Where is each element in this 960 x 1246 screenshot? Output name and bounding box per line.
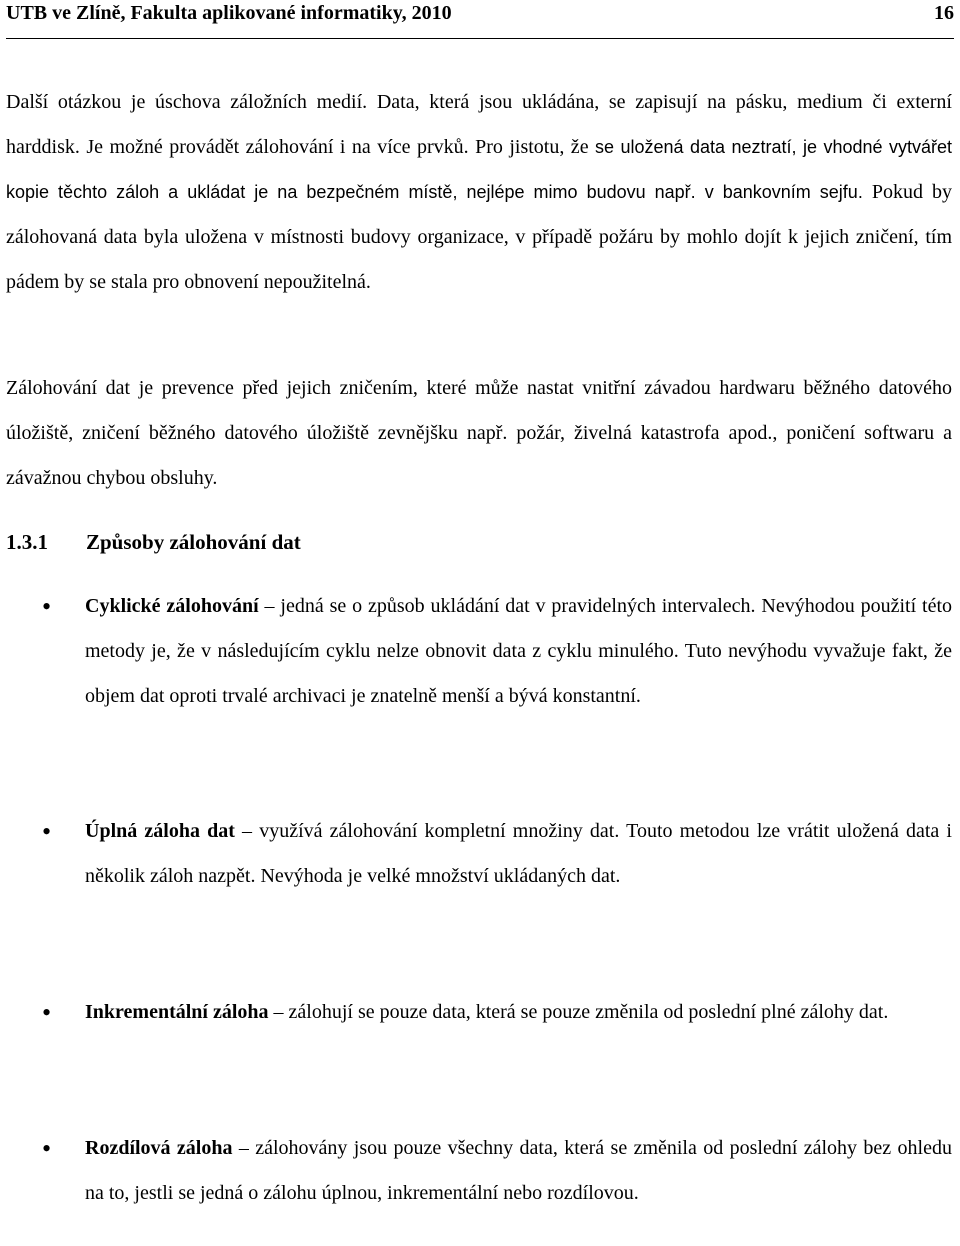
- page-header: [6, 0, 954, 39]
- list-item-text: [85, 1126, 952, 1216]
- list-item-text: [85, 990, 952, 1035]
- list-item-description: – využívá zálohování kompletní množiny dat. Touto metodou lze vrátit uložená data i několik záloh nazpět. Nevýhoda je velké množství ukládaných dat.: [85, 820, 952, 887]
- paragraph-backup-media: [6, 80, 952, 305]
- list-item-term: Inkrementální záloha: [85, 1001, 269, 1023]
- section-number: 1.3.1: [6, 530, 48, 554]
- list-item-term: Rozdílová záloha: [85, 1137, 233, 1159]
- paragraph-backup-prevention: Zálohování dat je prevence před jejich zničením, které může nastat vnitřní závadou hardwaru běžného datového úložiště, zničení běžného datového úložiště zevnějšku např. požár, živelná katastrofa apod., poničení softwaru a závažnou chybou obsluhy.: [6, 377, 952, 489]
- header-title: UTB ve Zlíně, Fakulta aplikované informatiky, 2010: [6, 2, 452, 24]
- list-item-description: – zálohovány jsou pouze všechny data, která se změnila od poslední zálohy bez ohledu na to, jestli se jedná o zálohu úplnou, inkrementální nebo rozdílovou.: [85, 1137, 952, 1204]
- paragraph-text: Další otázkou je úschova záložních medií. Data, která jsou ukládána, se zapisují na pásku, medium či externí harddisk. Je možné provádět zálohování i na více prvků. Pro jistotu, že: [6, 91, 952, 158]
- section-heading: [6, 530, 301, 555]
- section-title: Způsoby zálohování dat: [86, 530, 301, 554]
- list-item-text: [85, 809, 952, 899]
- list-item-description: – jedná se o způsob ukládání dat v pravidelných intervalech. Nevýhodou použití této metody je, že v následujícím cyklu nelze obnovit data z cyklu minulého. Tuto nevýhodu vyvažuje fakt, že objem dat oproti trvalé archivaci je znatelně menší a bývá konstantní.: [85, 595, 953, 707]
- list-item-text: [85, 584, 952, 719]
- bullet-icon: •: [42, 1134, 52, 1163]
- list-item-term: Úplná záloha dat: [85, 820, 235, 842]
- paragraph-text-sans: se uložená data neztratí, je vhodné vytvářet kopie těchto záloh a ukládat je na bezpečném místě, nejlépe mimo budovu např. v bankovním sejfu.: [6, 137, 953, 202]
- bullet-icon: •: [42, 998, 52, 1027]
- list-item-description: – zálohují se pouze data, která se pouze změnila od poslední plné zálohy dat.: [268, 1001, 889, 1023]
- bullet-icon: •: [42, 817, 52, 846]
- page-number: 16: [934, 2, 954, 24]
- paragraph-text: Pokud by zálohovaná data byla uložena v místnosti budovy organizace, v případě požáru by mohlo dojít k jejich zničení, tím pádem by se stala pro obnovení nepoužitelná.: [6, 181, 952, 293]
- bullet-icon: •: [42, 592, 52, 621]
- list-item-term: Cyklické zálohování: [85, 595, 259, 617]
